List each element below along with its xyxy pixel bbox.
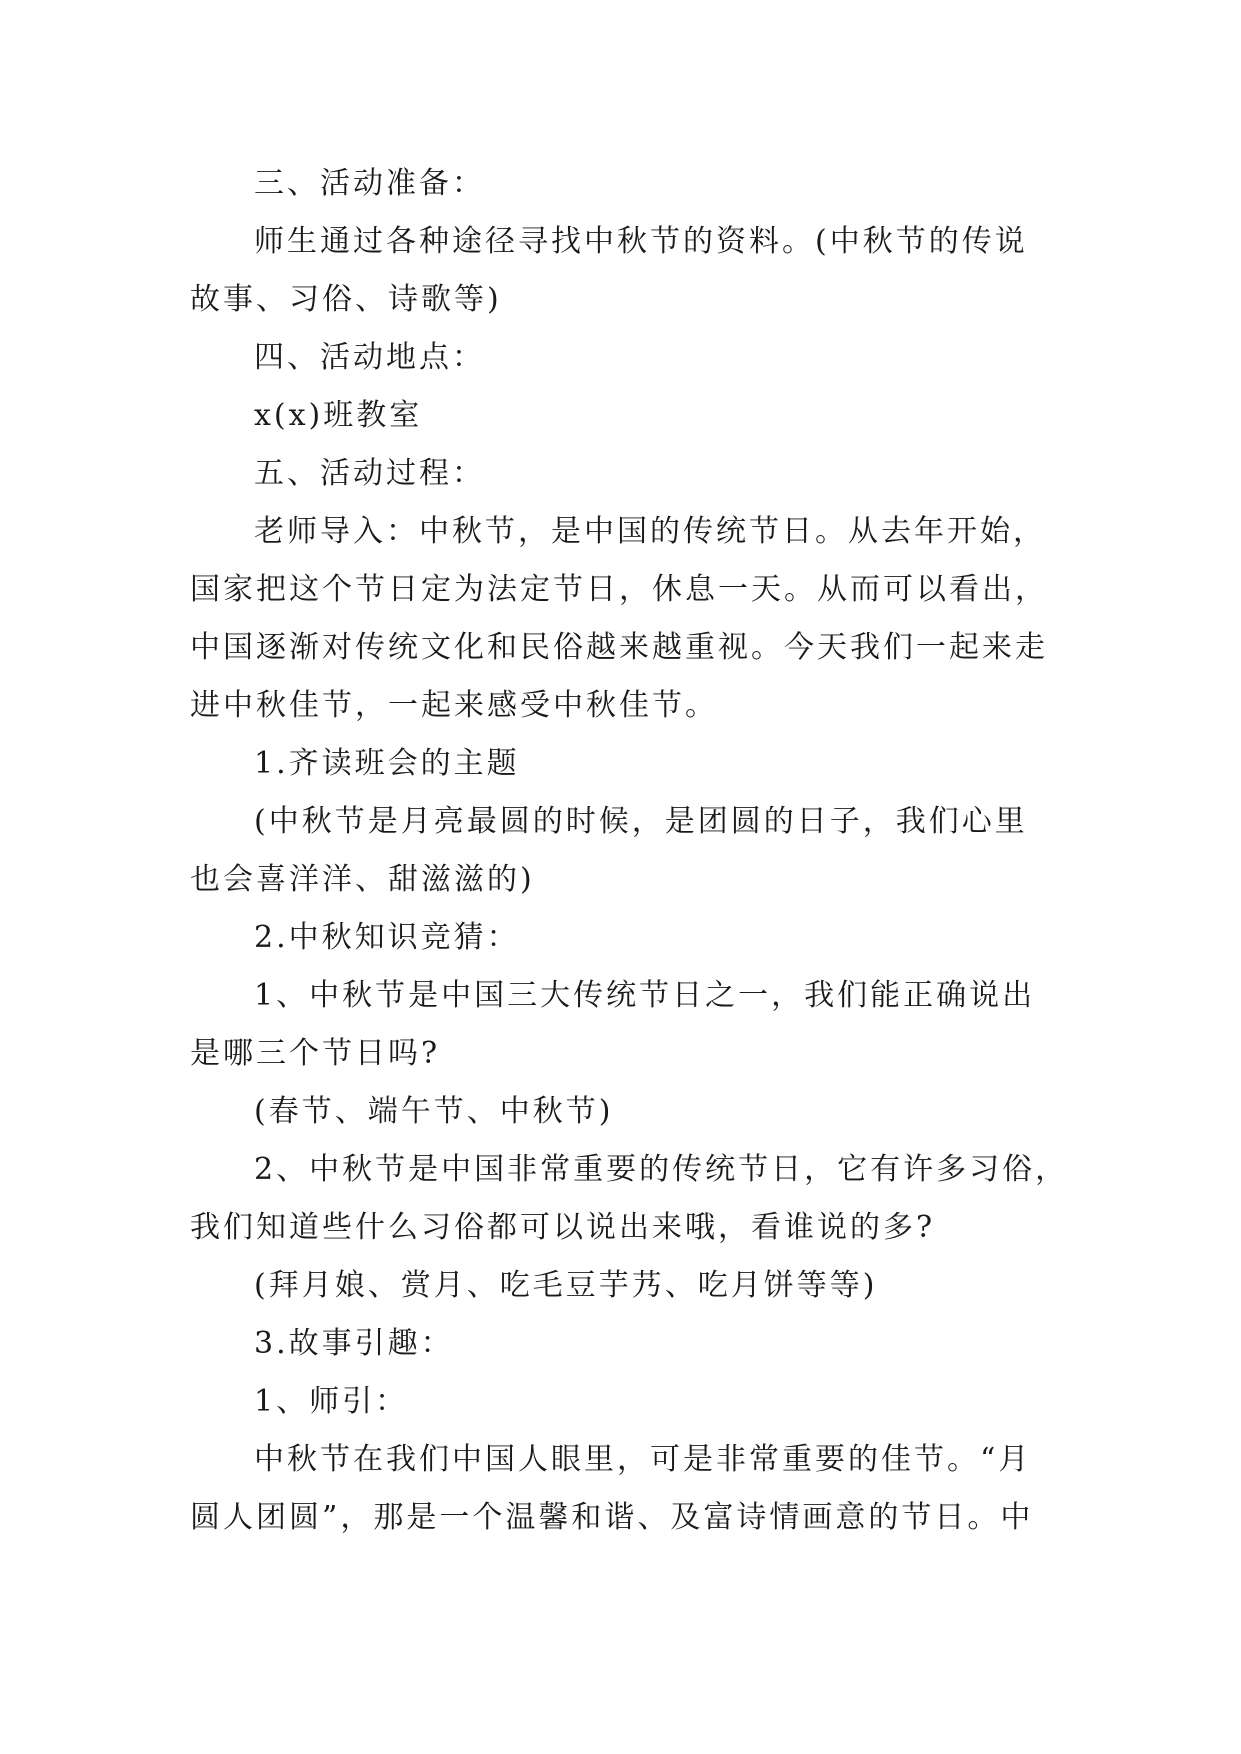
- text-line: 三、活动准备：: [254, 166, 485, 201]
- text-line: 国家把这个节日定为法定节日，休息一天。从而可以看出，: [190, 572, 1048, 607]
- text-line: 3.故事引趣：: [254, 1326, 454, 1361]
- text-line: (春节、端午节、中秋节): [254, 1094, 614, 1129]
- text-line: 故事、习俗、诗歌等): [190, 282, 502, 317]
- text-line: 1、师引：: [254, 1384, 409, 1419]
- text-line: 中秋节在我们中国人眼里，可是非常重要的佳节。“月: [254, 1442, 1032, 1477]
- text-line: (拜月娘、赏月、吃毛豆芋艿、吃月饼等等): [254, 1268, 878, 1303]
- text-line: 1、中秋节是中国三大传统节日之一，我们能正确说出: [254, 978, 1036, 1013]
- text-line: 进中秋佳节，一起来感受中秋佳节。: [190, 688, 718, 723]
- text-line: (中秋节是月亮最圆的时候，是团圆的日子，我们心里: [254, 804, 1028, 839]
- text-line: 圆人团圆”，那是一个温馨和谐、及富诗情画意的节日。中: [190, 1500, 1034, 1535]
- text-line: 2、中秋节是中国非常重要的传统节日，它有许多习俗，: [254, 1152, 1069, 1187]
- text-line: 老师导入：中秋节，是中国的传统节日。从去年开始，: [254, 514, 1046, 549]
- text-line: 五、活动过程：: [254, 456, 485, 491]
- text-line: 也会喜洋洋、甜滋滋的): [190, 862, 535, 897]
- text-line: 2.中秋知识竞猜：: [254, 920, 520, 955]
- text-line: 师生通过各种途径寻找中秋节的资料。(中秋节的传说: [254, 224, 1028, 259]
- text-line: x(x)班教室: [254, 398, 423, 433]
- text-line: 是哪三个节日吗?: [190, 1036, 441, 1071]
- text-line: 四、活动地点：: [254, 340, 485, 375]
- text-line: 我们知道些什么习俗都可以说出来哦，看谁说的多?: [190, 1210, 936, 1245]
- document-body: [190, 155, 1069, 1547]
- text-line: 1.齐读班会的主题: [254, 746, 520, 781]
- text-line: 中国逐渐对传统文化和民俗越来越重视。今天我们一起来走: [190, 630, 1048, 665]
